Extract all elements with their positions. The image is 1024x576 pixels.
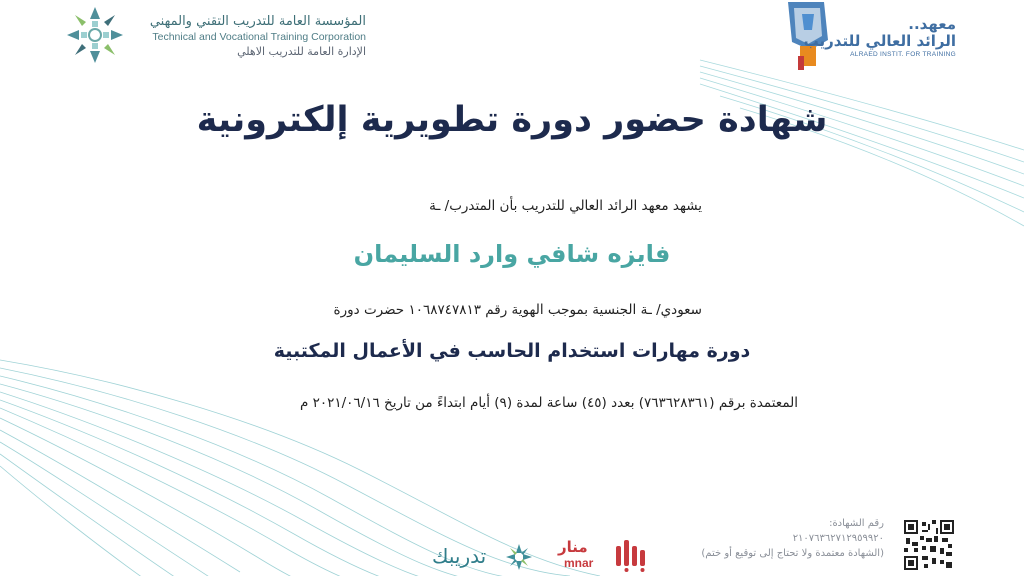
mnar-english-name: mnar (564, 556, 594, 570)
alraed-english-name: ALRAED INSTIT. FOR TRAINING (850, 51, 956, 58)
certify-line: يشهد معهد الرائد العالي للتدريب بأن المتدرب/ ـة (429, 198, 702, 214)
alraed-name-block (803, 15, 956, 60)
mnar-arabic-name: منار (558, 538, 588, 556)
alraed-arabic-line2: الرائد العالي للتدريب (803, 32, 956, 50)
tvtc-logo-icon (62, 4, 128, 66)
tvtc-name-block (136, 14, 366, 60)
trainee-name: فايزه شافي وارد السليمان (353, 240, 671, 268)
tadreeb-star-icon (504, 542, 534, 572)
certificate-note: (الشهادة معتمدة ولا تحتاج إلى توقيع أو ختم) (701, 548, 884, 559)
accredited-line: المعتمدة برقم (٧٦٣٦٢٨٣٦١) بعدد (٤٥) ساعة لمدة (٩) أيام ابتداءً من تاريخ ٢٠٢١/٠٦/١٦ م (299, 395, 798, 411)
tvtc-department: الإدارة العامة للتدريب الاهلي (237, 45, 366, 58)
certificate-number-value: ٢١٠٧٦٣٦٢٧١٢٩٥٩٩٢٠ (792, 533, 884, 544)
alraed-arabic-line1: معهد.. (908, 15, 956, 33)
course-name: دورة مهارات استخدام الحاسب في الأعمال المكتبية (273, 340, 751, 362)
certificate-number-block (701, 516, 884, 561)
certificate-number-label: رقم الشهادة: (829, 518, 884, 529)
certificate-title: شهادة حضور دورة تطويرية إلكترونية (196, 100, 828, 140)
nationality-line: سعودي/ ـة الجنسية بموجب الهوية رقم ١٠٦٨٧٤٧٨١٣ حضرت دورة (333, 302, 702, 318)
qr-code-icon (904, 520, 954, 570)
tvtc-english-name: Technical and Vocational Training Corporation (152, 31, 366, 43)
tvtc-arabic-name: المؤسسة العامة للتدريب التقني والمهني (149, 14, 366, 29)
tadreeb-name: تدريبك (432, 544, 487, 568)
